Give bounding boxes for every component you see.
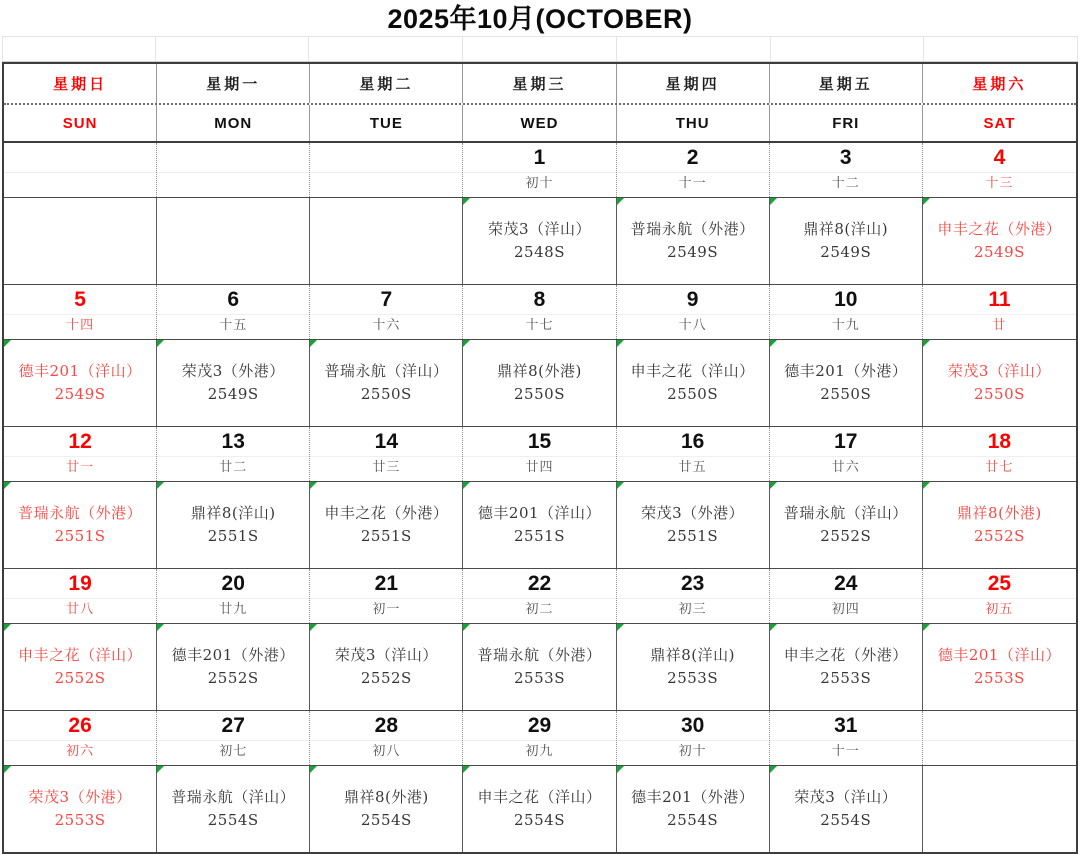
date-row: [4, 285, 1076, 339]
lunar-day-label: 廿二: [219, 460, 248, 475]
ship-name: 荣茂3（洋山）: [487, 220, 592, 238]
cell-comment-marker-icon: [770, 340, 777, 347]
date-cell-oct-17[interactable]: [770, 427, 923, 481]
weekday-header-en-sun[interactable]: SUN: [4, 105, 157, 141]
ship-name: 德丰201（外港）: [784, 362, 908, 380]
voyage-number: 2548S: [514, 243, 565, 261]
ship-schedule-cell[interactable]: [157, 624, 310, 710]
ship-schedule-cell[interactable]: [463, 198, 616, 284]
cell-comment-marker-icon: [617, 482, 624, 489]
date-cell-oct-27[interactable]: [157, 711, 310, 765]
lunar-day-label: 十一: [678, 176, 707, 191]
ship-name: 申丰之花（外港）: [324, 504, 449, 522]
weekday-header-en-tue[interactable]: TUE: [310, 105, 463, 141]
date-cell-oct-28[interactable]: [310, 711, 463, 765]
lunar-day-label: 廿六: [831, 460, 860, 475]
weekday-header-zh-fri[interactable]: 星期五: [770, 64, 923, 103]
ship-schedule-cell[interactable]: [617, 766, 770, 852]
date-cell-oct-1[interactable]: [463, 143, 616, 197]
weekday-header-zh-wed[interactable]: 星期三: [463, 64, 616, 103]
lunar-day-label: 初九: [525, 744, 554, 759]
lunar-day-label: 初四: [831, 602, 860, 617]
ship-schedule-cell[interactable]: [4, 624, 157, 710]
date-number: 21: [310, 569, 462, 599]
date-cell-oct-5[interactable]: [4, 285, 157, 339]
ship-schedule-cell-empty[interactable]: [923, 766, 1076, 852]
weekday-header-zh-sat[interactable]: 星期六: [972, 75, 1027, 93]
lunar-day-label: 十九: [831, 318, 860, 333]
calendar-weeks: [4, 143, 1076, 852]
date-cell-empty[interactable]: [310, 143, 463, 197]
lunar-day-label: 初五: [985, 602, 1014, 617]
date-cell-oct-22[interactable]: [463, 569, 616, 623]
ship-name: 申丰之花（洋山）: [630, 362, 755, 380]
cell-comment-marker-icon: [770, 766, 777, 773]
date-number: 1: [463, 143, 615, 173]
ship-name: 普瑞永航（外港）: [18, 504, 143, 522]
ship-name: 普瑞永航（洋山）: [783, 504, 908, 522]
weekday-header-row-zh: [4, 64, 1076, 105]
cell-comment-marker-icon: [310, 624, 317, 631]
ship-name: 申丰之花（外港）: [783, 646, 908, 664]
ship-schedule-cell-empty[interactable]: [310, 198, 463, 284]
voyage-number: 2554S: [667, 811, 719, 829]
lunar-day-label: 廿八: [66, 602, 95, 617]
date-cell-oct-29[interactable]: [463, 711, 616, 765]
voyage-number: 2552S: [360, 669, 412, 687]
voyage-number: 2554S: [360, 811, 412, 829]
date-cell-oct-15[interactable]: [463, 427, 616, 481]
date-cell-oct-13[interactable]: [157, 427, 310, 481]
voyage-number: 2551S: [514, 527, 565, 545]
lunar-day-label: 廿三: [372, 460, 401, 475]
date-cell-oct-16[interactable]: [617, 427, 770, 481]
ship-row: [4, 623, 1076, 710]
ship-schedule-cell[interactable]: [157, 482, 310, 568]
date-number: 10: [770, 285, 922, 315]
cell-comment-marker-icon: [617, 340, 624, 347]
lunar-day-label: 十七: [525, 318, 554, 333]
ship-schedule-cell[interactable]: [770, 624, 923, 710]
cell-comment-marker-icon: [617, 198, 624, 205]
date-number: 15: [463, 427, 615, 457]
ship-schedule-cell[interactable]: [310, 624, 463, 710]
date-number: 17: [770, 427, 922, 457]
lunar-day-label: 十五: [219, 318, 248, 333]
date-number: 12: [4, 427, 156, 457]
voyage-number: 2550S: [360, 385, 412, 403]
lunar-day-label: 初三: [678, 602, 707, 617]
date-number: [157, 143, 309, 173]
week-row-1: [4, 143, 1076, 284]
date-cell-oct-21[interactable]: [310, 569, 463, 623]
calendar-title: 2025年10月(OCTOBER): [387, 4, 693, 34]
weekday-header-zh-sun[interactable]: 星期日: [4, 64, 157, 103]
ship-name: 德丰201（洋山）: [937, 646, 1061, 664]
ship-schedule-cell[interactable]: [770, 766, 923, 852]
date-number: 5: [4, 285, 156, 315]
ship-schedule-cell[interactable]: [310, 340, 463, 426]
lunar-day-label: 廿七: [985, 460, 1014, 475]
lunar-day-label: 十一: [831, 744, 860, 759]
ship-name: 鼎祥8(洋山): [190, 504, 276, 522]
voyage-number: 2553S: [973, 669, 1025, 687]
date-cell-oct-14[interactable]: [310, 427, 463, 481]
voyage-number: 2551S: [54, 527, 106, 545]
ship-name: 荣茂3（外港）: [641, 504, 745, 522]
date-number: 20: [157, 569, 309, 599]
date-cell-oct-26[interactable]: [4, 711, 157, 765]
date-cell-oct-10[interactable]: [770, 285, 923, 339]
date-number: 9: [617, 285, 769, 315]
date-cell-oct-8[interactable]: [463, 285, 616, 339]
cell-comment-marker-icon: [463, 482, 470, 489]
week-row-5: [4, 710, 1076, 852]
voyage-number: 2549S: [973, 243, 1025, 261]
lunar-day-label: 十六: [372, 318, 401, 333]
empty-grid-cell: [2, 37, 156, 61]
cell-comment-marker-icon: [157, 482, 164, 489]
date-cell-empty[interactable]: [923, 711, 1076, 765]
cell-comment-marker-icon: [770, 482, 777, 489]
lunar-day-label: 初八: [372, 744, 401, 759]
date-number: [310, 143, 462, 173]
lunar-day-label: 廿九: [219, 602, 248, 617]
empty-grid-cell: [156, 37, 310, 61]
date-cell-oct-31[interactable]: [770, 711, 923, 765]
week-row-4: [4, 568, 1076, 710]
date-cell-oct-7[interactable]: [310, 285, 463, 339]
date-number: 4: [923, 143, 1076, 173]
lunar-day-label: 廿: [992, 318, 1007, 333]
cell-comment-marker-icon: [923, 482, 930, 489]
cell-comment-marker-icon: [4, 624, 11, 631]
cell-comment-marker-icon: [463, 198, 470, 205]
date-cell-oct-9[interactable]: [617, 285, 770, 339]
weekday-header-zh-tue[interactable]: 星期二: [310, 64, 463, 103]
date-number: 31: [770, 711, 922, 741]
ship-row: [4, 481, 1076, 568]
ship-schedule-cell[interactable]: [770, 198, 923, 284]
voyage-number: 2551S: [360, 527, 412, 545]
voyage-number: 2553S: [54, 811, 106, 829]
cell-comment-marker-icon: [617, 624, 624, 631]
voyage-number: 2549S: [207, 385, 259, 403]
ship-schedule-cell-empty[interactable]: [157, 198, 310, 284]
date-number: 25: [923, 569, 1076, 599]
date-number: 3: [770, 143, 922, 173]
ship-name: 普瑞永航（外港）: [477, 646, 602, 664]
date-number: 29: [463, 711, 615, 741]
date-number: 18: [923, 427, 1076, 457]
ship-schedule-cell[interactable]: [463, 766, 616, 852]
ship-name: 鼎祥8(外港): [343, 788, 429, 806]
voyage-number: 2550S: [820, 385, 872, 403]
weekday-header-en-sat[interactable]: SAT: [983, 114, 1016, 132]
ship-schedule-cell[interactable]: [310, 482, 463, 568]
ship-schedule-cell-empty[interactable]: [4, 198, 157, 284]
lunar-day-label: 十八: [678, 318, 707, 333]
date-number: 2: [617, 143, 769, 173]
lunar-day-label: 初一: [372, 602, 401, 617]
date-number: 19: [4, 569, 156, 599]
voyage-number: 2553S: [514, 669, 565, 687]
ship-name: 申丰之花（外港）: [937, 220, 1062, 238]
lunar-day-label: 初七: [219, 744, 248, 759]
ship-name: 鼎祥8(洋山): [650, 646, 735, 664]
ship-schedule-cell[interactable]: [617, 482, 770, 568]
ship-schedule-cell[interactable]: [4, 340, 157, 426]
date-number: 22: [463, 569, 615, 599]
date-number: 24: [770, 569, 922, 599]
date-cell-oct-12[interactable]: [4, 427, 157, 481]
date-number: 8: [463, 285, 615, 315]
ship-name: 德丰201（外港）: [171, 646, 295, 664]
date-row: [4, 711, 1076, 765]
cell-comment-marker-icon: [4, 340, 11, 347]
ship-name: 荣茂3（洋山）: [334, 646, 438, 664]
ship-name: 普瑞永航（洋山）: [171, 788, 296, 806]
week-row-2: [4, 284, 1076, 426]
ship-schedule-cell[interactable]: [463, 482, 616, 568]
voyage-number: 2549S: [820, 243, 872, 261]
ship-name: 普瑞永航（外港）: [630, 220, 755, 238]
date-row: [4, 427, 1076, 481]
ship-schedule-cell[interactable]: [770, 482, 923, 568]
lunar-day-label: 廿四: [525, 460, 554, 475]
cell-comment-marker-icon: [923, 340, 930, 347]
date-cell-oct-4[interactable]: [923, 143, 1076, 197]
date-cell-oct-6[interactable]: [157, 285, 310, 339]
ship-name: 德丰201（外港）: [631, 788, 755, 806]
cell-comment-marker-icon: [310, 482, 317, 489]
calendar-table: [2, 62, 1078, 854]
ship-name: 德丰201（洋山）: [18, 362, 142, 380]
date-number: 6: [157, 285, 309, 315]
date-cell-empty[interactable]: [157, 143, 310, 197]
empty-grid-cell: [309, 37, 463, 61]
cell-comment-marker-icon: [4, 766, 11, 773]
lunar-day-label: 初二: [525, 602, 554, 617]
empty-grid-cell: [771, 37, 925, 61]
voyage-number: 2552S: [54, 669, 106, 687]
date-number: 16: [617, 427, 769, 457]
voyage-number: 2552S: [973, 527, 1025, 545]
voyage-number: 2552S: [820, 527, 872, 545]
date-number: 30: [617, 711, 769, 741]
ship-name: 申丰之花（洋山）: [18, 646, 143, 664]
weekday-header-en-wed[interactable]: WED: [463, 105, 616, 141]
ship-name: 鼎祥8(外港): [957, 504, 1042, 522]
ship-schedule-cell[interactable]: [923, 340, 1076, 426]
date-number: 11: [923, 285, 1076, 315]
voyage-number: 2549S: [667, 243, 719, 261]
cell-comment-marker-icon: [463, 340, 470, 347]
cell-comment-marker-icon: [923, 624, 930, 631]
empty-grid-cell: [924, 37, 1078, 61]
cell-comment-marker-icon: [4, 482, 11, 489]
date-number: 28: [310, 711, 462, 741]
date-number: 23: [617, 569, 769, 599]
lunar-day-label: 十二: [831, 176, 860, 191]
weekday-header-row-en: [4, 105, 1076, 143]
ship-name: 荣茂3（洋山）: [794, 788, 898, 806]
voyage-number: 2550S: [973, 385, 1025, 403]
ship-name: 申丰之花（洋山）: [477, 788, 602, 806]
cell-comment-marker-icon: [157, 766, 164, 773]
cell-comment-marker-icon: [923, 198, 930, 205]
cell-comment-marker-icon: [310, 766, 317, 773]
ship-schedule-cell[interactable]: [923, 198, 1076, 284]
ship-row: [4, 765, 1076, 852]
voyage-number: 2550S: [667, 385, 719, 403]
lunar-day-label: 初六: [66, 744, 95, 759]
date-number: 26: [4, 711, 156, 741]
lunar-day-label: 十三: [985, 176, 1014, 191]
date-number: 14: [310, 427, 462, 457]
lunar-day-label: 初十: [525, 176, 554, 191]
ship-row: [4, 197, 1076, 284]
empty-grid-cell: [617, 37, 771, 61]
date-cell-oct-30[interactable]: [617, 711, 770, 765]
date-number: 27: [157, 711, 309, 741]
date-cell-oct-19[interactable]: [4, 569, 157, 623]
ship-schedule-cell[interactable]: [4, 766, 157, 852]
date-number: [4, 143, 156, 173]
cell-comment-marker-icon: [770, 624, 777, 631]
date-cell-oct-24[interactable]: [770, 569, 923, 623]
weekday-header-en-fri[interactable]: FRI: [770, 105, 923, 141]
empty-grid-cell: [463, 37, 617, 61]
lunar-day-label: 初十: [678, 744, 707, 759]
cell-comment-marker-icon: [770, 198, 777, 205]
date-cell-oct-2[interactable]: [617, 143, 770, 197]
voyage-number: 2554S: [820, 811, 872, 829]
weekday-header-en-thu[interactable]: THU: [617, 105, 770, 141]
date-number: 13: [157, 427, 309, 457]
ship-schedule-cell[interactable]: [157, 766, 310, 852]
date-number: [923, 711, 1076, 741]
voyage-number: 2553S: [820, 669, 872, 687]
date-cell-oct-18[interactable]: [923, 427, 1076, 481]
ship-schedule-cell[interactable]: [463, 624, 616, 710]
lunar-day-label: 十四: [66, 318, 95, 333]
week-row-3: [4, 426, 1076, 568]
date-cell-empty[interactable]: [4, 143, 157, 197]
ship-name: 鼎祥8(外港): [497, 362, 582, 380]
voyage-number: 2554S: [207, 811, 259, 829]
cell-comment-marker-icon: [310, 340, 317, 347]
ship-schedule-cell[interactable]: [617, 198, 770, 284]
voyage-number: 2552S: [207, 669, 259, 687]
ship-name: 荣茂3（外港）: [181, 362, 285, 380]
ship-name: 荣茂3（外港）: [28, 788, 132, 806]
date-cell-oct-20[interactable]: [157, 569, 310, 623]
cell-comment-marker-icon: [157, 340, 164, 347]
ship-schedule-cell[interactable]: [617, 624, 770, 710]
weekday-header-zh-mon[interactable]: 星期一: [157, 64, 310, 103]
ship-schedule-cell[interactable]: [923, 482, 1076, 568]
weekday-header-zh-thu[interactable]: 星期四: [617, 64, 770, 103]
ship-name: 德丰201（洋山）: [477, 504, 602, 522]
lunar-day-label: 廿五: [678, 460, 707, 475]
ship-name: 鼎祥8(洋山): [803, 220, 889, 238]
voyage-number: 2549S: [54, 385, 106, 403]
ship-schedule-cell[interactable]: [463, 340, 616, 426]
date-row: [4, 569, 1076, 623]
ship-schedule-cell[interactable]: [310, 766, 463, 852]
ship-schedule-cell[interactable]: [617, 340, 770, 426]
date-row: [4, 143, 1076, 197]
lunar-day-label: 廿一: [66, 460, 95, 475]
ship-row: [4, 339, 1076, 426]
cell-comment-marker-icon: [157, 624, 164, 631]
date-cell-oct-3[interactable]: [770, 143, 923, 197]
cell-comment-marker-icon: [463, 624, 470, 631]
voyage-number: 2550S: [514, 385, 565, 403]
ship-schedule-cell[interactable]: [770, 340, 923, 426]
ship-schedule-cell[interactable]: [4, 482, 157, 568]
ship-name: 荣茂3（洋山）: [947, 362, 1051, 380]
voyage-number: 2551S: [667, 527, 719, 545]
ship-schedule-cell[interactable]: [923, 624, 1076, 710]
ship-schedule-cell[interactable]: [157, 340, 310, 426]
voyage-number: 2554S: [514, 811, 565, 829]
date-cell-oct-23[interactable]: [617, 569, 770, 623]
voyage-number: 2551S: [207, 527, 259, 545]
ship-name: 普瑞永航（洋山）: [324, 362, 449, 380]
empty-grid-row: [2, 36, 1078, 62]
voyage-number: 2553S: [667, 669, 719, 687]
weekday-header-en-mon[interactable]: MON: [157, 105, 310, 141]
date-cell-oct-25[interactable]: [923, 569, 1076, 623]
date-cell-oct-11[interactable]: [923, 285, 1076, 339]
cell-comment-marker-icon: [463, 766, 470, 773]
date-number: 7: [310, 285, 462, 315]
cell-comment-marker-icon: [617, 766, 624, 773]
